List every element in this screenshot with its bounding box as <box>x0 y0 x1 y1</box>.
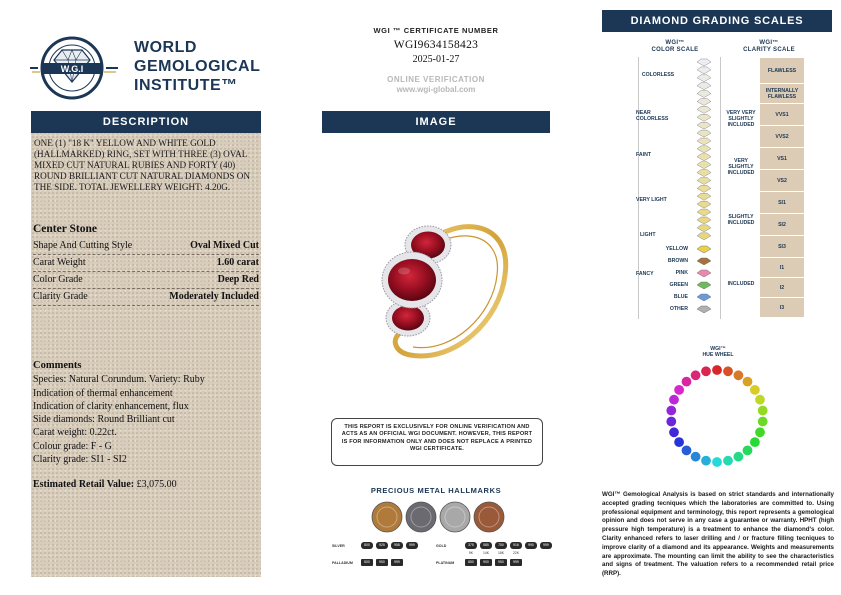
hue-wheel-dot <box>755 427 765 437</box>
color-grade-gem <box>697 233 711 240</box>
hue-wheel-icon <box>647 356 787 472</box>
color-scale-title-2: COLOR SCALE <box>651 47 699 53</box>
color-grade-gem <box>697 114 711 121</box>
hallmark-mark: 999 <box>391 559 403 566</box>
hue-wheel-dot <box>742 445 752 455</box>
row-label: Carat Weight <box>33 257 86 268</box>
hallmark-mark: 999 <box>510 559 522 566</box>
color-grade-gem <box>697 106 711 113</box>
color-group-very-light: VERY LIGHT <box>636 197 667 203</box>
center-stone-section <box>33 223 259 306</box>
color-grade-gem <box>697 209 711 216</box>
clarity-grade-i3: I3 <box>760 298 804 318</box>
hue-wheel-dot <box>733 370 743 380</box>
hue-wheel-dot <box>666 416 676 426</box>
hallmark-gold-label: GOLD <box>436 543 447 548</box>
hallmark-karat: 22K <box>512 551 520 555</box>
hallmark-karat: 9K <box>468 551 474 555</box>
hallmarks-title: PRECIOUS METAL HALLMARKS <box>370 486 502 495</box>
comment-line: Indication of clarity enhancement, flux <box>33 400 189 412</box>
clarity-grade-fl: FLAWLESS <box>760 58 804 84</box>
fancy-green: GREEN <box>669 282 688 288</box>
center-stone-row-color <box>33 272 259 289</box>
certificate-number: WGI9634158423 <box>393 39 479 51</box>
color-grade-gem <box>697 170 711 177</box>
clarity-group-vs: VERY SLIGHTLY INCLUDED <box>727 158 755 176</box>
description-header: DESCRIPTION <box>31 111 261 133</box>
row-value: Deep Red <box>217 274 259 285</box>
hue-wheel-dot <box>750 437 760 447</box>
hue-wheel-dot <box>674 437 684 447</box>
hallmark-coins <box>370 500 506 534</box>
fancy-color-gem <box>697 282 711 289</box>
clarity-grade-if: INTERNALLY FLAWLESS <box>760 84 804 104</box>
wgi-logo <box>28 30 268 102</box>
hue-wheel-dot <box>681 376 691 386</box>
center-stone-row-clarity <box>33 289 259 306</box>
color-grade-gem <box>697 225 711 232</box>
row-label: Color Grade <box>33 274 83 285</box>
comments-title: Comments <box>33 360 82 371</box>
comment-line: Colour grade: F - G <box>33 440 112 452</box>
image-header: IMAGE <box>322 111 550 133</box>
hallmark-mark: 950 <box>495 559 507 566</box>
color-grade-gem <box>697 83 711 90</box>
scale-divider <box>720 57 721 319</box>
certificate-block <box>322 26 550 94</box>
fancy-yellow: YELLOW <box>665 246 688 252</box>
hallmark-platinum-label: PLATINUM <box>436 560 455 565</box>
hue-wheel-dot <box>690 452 700 462</box>
color-scale-title-1: WGI™ <box>665 40 685 46</box>
hallmark-mark: 999 <box>406 542 418 549</box>
color-grade-gem <box>697 178 711 185</box>
fancy-color-gem <box>697 270 711 277</box>
analysis-disclaimer-text: WGI™ Gemological Analysis is based on strict standards and internationally accepted grading tecniques which the laboratories are committed to. Using professional equipment and terminology, this report represents a gemological opinion and does not serve in any case a guarantee or warranty. HPHT (high pressure high temperature) is a treatment to enhance the diamond's color. Clarity enhanced refers to laser drilling and / or fracture filling tecniques to improve clarity of a diamond and its appearance. Weights and measurements are approximate. The mounting can limit the ability to see the characteristics and signs of treatment. The valuation refers to a recommended retail price (RRP). <box>602 491 834 578</box>
row-value: Oval Mixed Cut <box>190 240 259 251</box>
hallmark-mark: 750 <box>495 542 507 549</box>
certificate-date: 2025-01-27 <box>412 54 460 65</box>
color-scale-gems <box>694 58 714 242</box>
grading-scales-header: DIAMOND GRADING SCALES <box>602 10 832 32</box>
retail-amount: £3,075.00 <box>136 479 177 490</box>
hue-wheel-dot <box>723 366 733 376</box>
fancy-blue: BLUE <box>673 294 688 300</box>
retail-value <box>33 479 177 490</box>
fancy-brown: BROWN <box>667 258 688 264</box>
row-label: Shape And Cutting Style <box>33 240 133 251</box>
color-grade-gem <box>697 193 711 200</box>
row-label: Clarity Grade <box>33 291 88 302</box>
comments-section <box>33 359 259 466</box>
hue-wheel-dot <box>666 405 676 415</box>
hallmark-gold-karat-row <box>465 551 522 555</box>
hallmark-palladium-row <box>332 559 403 566</box>
color-grade-gem <box>697 185 711 192</box>
hue-wheel-dot <box>712 457 722 467</box>
hallmark-mark: 850 <box>465 559 477 566</box>
hallmark-mark: 925 <box>376 542 388 549</box>
color-grade-gem <box>697 67 711 74</box>
color-grade-gem <box>697 75 711 82</box>
center-stone-row-carat <box>33 255 259 272</box>
clarity-grade-si1: SI1 <box>760 192 804 214</box>
color-grade-gem <box>697 122 711 129</box>
fancy-other: OTHER <box>669 306 688 312</box>
hallmark-karat: 18K <box>497 551 505 555</box>
clarity-grade-vvs2: VVS2 <box>760 126 804 148</box>
comment-line: Species: Natural Corundum. Variety: Ruby <box>33 374 205 386</box>
color-grade-gem <box>697 99 711 106</box>
description-text: ONE (1) "18 K" YELLOW AND WHITE GOLD (HALLMARKED) RING, SET WITH THREE (3) OVAL MIXED CUT NATURAL RUBIES AND FORTY (40) ROUND BRILLIANT CUT NATURAL DIAMONDS ON THE SIDE. TOTAL JEWELLERY WEIGHT: 4.20G. <box>34 138 250 192</box>
hue-wheel-dot <box>681 445 691 455</box>
fancy-pink: PINK <box>675 270 688 276</box>
hue-wheel-title-2: HUE WHEEL <box>702 352 734 358</box>
hue-wheel-dot <box>758 405 768 415</box>
wgi-emblem-icon <box>28 30 120 102</box>
color-scale-title <box>640 40 710 54</box>
hallmark-mark: 900 <box>480 559 492 566</box>
hallmark-platinum-row <box>436 559 522 566</box>
svg-text:W.G.I: W.G.I <box>60 64 84 74</box>
center-stone-row-shape <box>33 238 259 255</box>
hallmark-gold-row <box>436 542 552 549</box>
color-grade-gem <box>697 154 711 161</box>
hue-wheel-dot <box>669 395 679 405</box>
hallmark-mark: 958 <box>391 542 403 549</box>
hue-wheel-dot <box>669 427 679 437</box>
hue-wheel-dot <box>701 456 711 466</box>
image-section <box>322 111 550 133</box>
hue-wheel-dot <box>690 370 700 380</box>
hue-wheel-dot <box>758 416 768 426</box>
clarity-grade-si2: SI2 <box>760 214 804 236</box>
row-value: Moderately Included <box>169 291 259 302</box>
clarity-scale-title <box>724 40 814 54</box>
hue-wheel-dot <box>701 366 711 376</box>
online-verification-label: ONLINE VERIFICATION <box>387 75 485 84</box>
center-stone-title: Center Stone <box>33 223 97 235</box>
row-value: 1.60 carat <box>216 257 259 268</box>
color-grade-gem <box>697 162 711 169</box>
hallmark-palladium-label: PALLADIUM <box>332 560 353 565</box>
ruby-ring-image <box>355 215 515 365</box>
color-grade-gem <box>697 59 711 66</box>
clarity-grade-i1: I1 <box>760 258 804 278</box>
clarity-group-vvs: VERY VERY SLIGHTLY INCLUDED <box>726 110 756 128</box>
hue-wheel-dot <box>750 385 760 395</box>
clarity-grade-i2: I2 <box>760 278 804 298</box>
color-group-fancy: FANCY <box>636 271 654 277</box>
fancy-color-gem <box>697 246 711 253</box>
comment-line: Carat weight: 0.22ct. <box>33 427 117 439</box>
clarity-group-si: SLIGHTLY INCLUDED <box>727 214 755 226</box>
clarity-grade-vs1: VS1 <box>760 148 804 170</box>
clarity-grade-vs2: VS2 <box>760 170 804 192</box>
fancy-color-gem <box>697 294 711 301</box>
hallmark-silver-row <box>332 542 418 549</box>
comment-line: Indication of thermal enhancement <box>33 387 173 399</box>
hallmark-mark: 990 <box>525 542 537 549</box>
hallmark-karat: 14K <box>482 551 490 555</box>
hallmark-mark: 916 <box>510 542 522 549</box>
hue-wheel-dot <box>755 395 765 405</box>
retail-label: Estimated Retail Value: <box>33 479 135 490</box>
hue-wheel-dot <box>712 365 722 375</box>
fancy-color-gem <box>697 306 711 313</box>
hue-wheel-dot <box>733 452 743 462</box>
hue-wheel-dot <box>723 456 733 466</box>
hue-wheel-dot <box>674 385 684 395</box>
hallmark-mark: 375 <box>465 542 477 549</box>
logo-line-3: INSTITUTE™ <box>134 77 238 94</box>
hallmark-silver-label: SILVER <box>332 543 345 548</box>
color-grade-gem <box>697 146 711 153</box>
fancy-color-gems <box>694 244 714 316</box>
clarity-group-included: INCLUDED <box>727 281 755 287</box>
scale-divider <box>638 57 639 319</box>
disclaimer-box: THIS REPORT IS EXCLUSIVELY FOR ONLINE VERIFICATION AND ACTS AS AN OFFICIAL WGI DOCUMENT. HOWEVER, THIS REPORT IS FOR INFORMATION ONLY AND DOES NOT REPLACE A PRINTED WGI CERTIFICATE. <box>331 418 543 466</box>
online-verification-link[interactable]: www.wgi-global.com <box>396 85 476 94</box>
logo-line-1: WORLD <box>134 39 197 56</box>
comment-line: Clarity grade: SI1 - SI2 <box>33 454 127 466</box>
hue-wheel-dot <box>742 376 752 386</box>
color-grade-gem <box>697 217 711 224</box>
color-group-near-colorless: NEAR COLORLESS <box>636 110 669 122</box>
comment-line: Side diamonds: Round Brilliant cut <box>33 414 175 426</box>
hallmark-mark: 500 <box>361 559 373 566</box>
hallmark-mark: 950 <box>376 559 388 566</box>
color-grade-gem <box>697 130 711 137</box>
clarity-grade-vvs1: VVS1 <box>760 104 804 126</box>
hallmark-mark: 800 <box>361 542 373 549</box>
clarity-grade-si3: SI3 <box>760 236 804 258</box>
color-group-light: LIGHT <box>640 232 656 238</box>
hallmark-mark: 585 <box>480 542 492 549</box>
logo-line-2: GEMOLOGICAL <box>134 58 261 75</box>
clarity-scale-title-2: CLARITY SCALE <box>743 47 795 53</box>
hallmark-mark: 999 <box>540 542 552 549</box>
description-panel <box>31 111 261 577</box>
color-group-faint: FAINT <box>636 152 651 158</box>
color-group-colorless: COLORLESS <box>641 72 675 78</box>
color-grade-gem <box>697 201 711 208</box>
certificate-label: WGI ™ CERTIFICATE NUMBER <box>373 26 499 35</box>
hue-wheel-title-1: WGI™ <box>710 346 726 352</box>
color-grade-gem <box>697 138 711 145</box>
clarity-scale-title-1: WGI™ <box>759 40 779 46</box>
fancy-color-gem <box>697 258 711 265</box>
color-grade-gem <box>697 91 711 98</box>
